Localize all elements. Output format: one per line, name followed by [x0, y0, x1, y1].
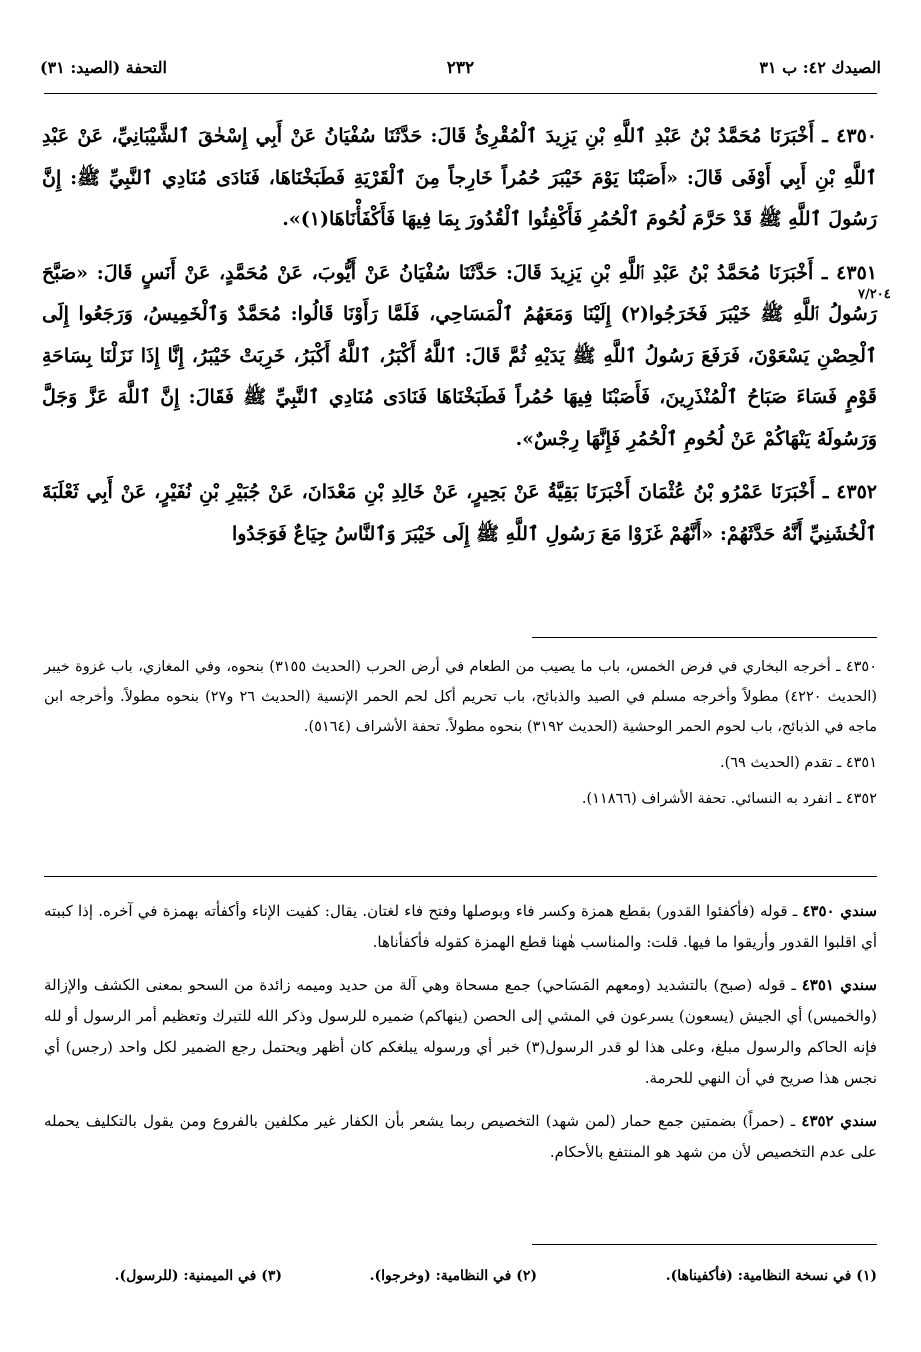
sindi-text: ـ قوله (فأكفئوا القدور) بقطع همزة وكسر فاء وبوصلها وفتح فاء لغتان. يقال: كفيت الإناء وأكفأته بهمزة في آخره. إذا كببته أي اقلبوا القدور وأريقوا ما فيها. قلت: والمناسب هٰهنا قطع الهمزة كقوله فأكفأناها.: [44, 902, 877, 951]
hadith-matn: «صَبَّحَ رَسُولُ ٱللَّهِ ﷺ خَيْبَرَ فَخَرَجُوا(٢) إِلَيْنَا وَمَعَهُمُ ٱلْمَسَاحِي، فَلَمَّا رَأَوْنَا قَالُوا: مُحَمَّدٌ وَٱلْخَمِيسُ، وَرَجَعُوا إِلَى ٱلْحِصْنِ يَسْعَوْنَ، فَرَفَعَ رَسُولُ ٱللَّهِ ﷺ يَدَيْهِ ثُمَّ قَالَ: ٱللَّهُ أَكْبَرُ، ٱللَّهُ أَكْبَرُ، خَرِبَتْ خَيْبَرُ، إِنَّا إِذَا نَزَلْنَا بِسَاحَةِ قَوْمٍ فَسَاءَ صَبَاحُ ٱلْمُنْذَرِينَ، فَأَصَبْنَا فِيهَا حُمُراً فَطَبَخْنَاهَا فَنَادَى مُنَادِي ٱلنَّبِيِّ ﷺ فَقَالَ: إِنَّ ٱللَّهَ عَزَّ وَجَلَّ وَرَسُولَهُ يَنْهَاكُمْ عَنْ لُحُومِ ٱلْحُمُرِ فَإِنَّهَا رِجْسٌ».: [42, 261, 877, 450]
sindi-label: سندي ٤٣٥٠: [802, 902, 877, 920]
variant-note-2: (٢) في النظامية: (وخرجوا).: [369, 1268, 537, 1284]
hadith-number: ٤٣٥١: [836, 261, 877, 284]
hadith-text-block: [42, 116, 877, 567]
sindi-commentary: [44, 896, 877, 1180]
footnote-4350: ٤٣٥٠ ـ أخرجه البخاري في فرض الخمس، باب ما يصيب من الطعام في أرض الحرب (الحديث ٣١٥٥) بنحوه، وفي المغازي، باب غزوة خيبر (الحديث ٤٢٢٠) مطولاً وأخرجه مسلم في الصيد والذبائح، باب تحريم أكل لحم الحمر الإنسية (الحديث ٢٦ و٢٧) بنحوه مطولاً. وأخرجه ابن ماجه في الذبائح، باب لحوم الحمر الوحشية (الحديث ٣١٩٢) بنحوه مطولاً. تحفة الأشراف (٥١٦٤).: [44, 659, 877, 735]
hadith-isnad: ـ أَخْبَرَنَا عَمْرُو بْنُ عُثْمَانَ أَخْبَرَنَا بَقِيَّةُ عَنْ بَحِيرٍ، عَنْ خَالِدِ بْنِ مَعْدَانَ، عَنْ جُبَيْرِ بْنِ نُفَيْرٍ، عَنْ أَبِي ثَعْلَبَةَ ٱلْخُشَنِيِّ أَنَّهُ حَدَّثَهُمْ:: [42, 481, 877, 545]
takhrij-footnotes: [44, 652, 877, 820]
hadith-4352: [42, 472, 877, 555]
hadith-matn: «أَنَّهُمْ غَزَوْا مَعَ رَسُولِ ٱللَّهِ ﷺ إِلَى خَيْبَرَ وَٱلنَّاسُ جِيَاعٌ فَوَجَدُوا: [231, 522, 714, 545]
sindi-text: ـ (حمراً) بضمتين جمع حمار (لمن شهد) التخصيص ربما يشعر بأن الكفار غير مكلفين بالفروع ومن يقول بالتكليف يحمله على عدم التخصيص لأن من شهد هو المنتفع بالأحكام.: [44, 1112, 877, 1161]
footnote-4351: ٤٣٥١ ـ تقدم (الحديث ٦٩).: [719, 755, 877, 771]
variant-note-3: (٣) في الميمنية: (للرسول).: [114, 1268, 282, 1284]
manuscript-variants: [44, 1268, 877, 1292]
sindi-4351: [44, 970, 877, 1094]
footnote-4352: ٤٣٥٢ ـ انفرد به النسائي. تحفة الأشراف (١١٨٦٦).: [581, 791, 877, 807]
header-tuhfa-ref: التحفة (الصيد: ٣١): [40, 58, 167, 77]
sindi-4352: [44, 1106, 877, 1168]
sindi-4350: [44, 896, 877, 958]
variant-note-1: (١) في نسخة النظامية: (فأكفيناها).: [665, 1268, 877, 1284]
commentary-divider: [44, 876, 877, 877]
hadith-matn: «أَصَبْنَا يَوْمَ خَيْبَرَ حُمُراً خَارِجاً مِنَ ٱلْقَرْيَةِ فَطَبَخْنَاهَا، فَنَادَى مُنَادِي ٱلنَّبِيِّ ﷺ: إِنَّ رَسُولَ ٱللَّهِ ﷺ قَدْ حَرَّمَ لُحُومَ ٱلْحُمُرِ فَأَكْفِئُوا ٱلْقُدُورَ بِمَا فِيهَا فَأَكْفَأْنَاهَا(١)».: [42, 166, 877, 230]
page-number: ٢٣٢: [446, 58, 475, 78]
page-header: [40, 58, 881, 84]
hadith-4350: [42, 116, 877, 241]
header-divider: [44, 93, 877, 94]
hadith-number: ٤٣٥٠: [836, 125, 877, 147]
sindi-label: سندي ٤٣٥١: [801, 976, 877, 994]
hadith-isnad: ـ أَخْبَرَنَا مُحَمَّدُ بْنُ عَبْدِ ٱللَّهِ بْنِ يَزِيدَ قَالَ: حَدَّثَنَا سُفْيَانُ عَنْ أَيُّوبَ، عَنْ مُحَمَّدٍ، عَنْ أَنَسٍ قَالَ:: [96, 261, 828, 284]
hadith-4351: [42, 253, 877, 461]
sindi-label: سندي ٤٣٥٢: [801, 1112, 877, 1130]
hadith-isnad: ـ أَخْبَرَنَا مُحَمَّدُ بْنُ عَبْدِ ٱللَّهِ بْنِ يَزِيدَ ٱلْمُقْرِئُ قَالَ: حَدَّثَنَا سُفْيَانُ عَنْ أَبِي إِسْحٰقَ ٱلشَّيْبَانِيِّ، عَنْ عَبْدِ ٱللَّهِ بْنِ أَبِي أَوْفَى قَالَ:: [42, 125, 877, 189]
hadith-number: ٤٣٥٢: [836, 481, 878, 503]
footnote-divider: [532, 637, 877, 638]
sindi-text: ـ قوله (صبح) بالتشديد (ومعهم المَسَاحي) جمع مسحاة وهي آلة من حديد وميمه زائدة من السحو بمعنى الكشف والإزالة (والخميس) أي الجيش (يسعون) يسرعون في المشي إلى الحصن (ينهاكم) ضميره للرسول وذكر الله للتبرك وتعظيم أمر الرسول أو لله فإنه الحاكم والرسول مبلغ، وعلى هذا لو قدر الرسول(٣) خبر أي ورسوله يبلغكم كان أظهر ويحتمل رجع الضمير لكل واحد (رجس) أي نجس هذا صريح في أن النهي للحرمة.: [44, 976, 877, 1087]
margin-note: ٧/٢٠٤: [858, 287, 891, 302]
variants-divider: [532, 1244, 877, 1245]
header-chapter-ref: الصيدك ٤٢: ب ٣١: [759, 58, 881, 77]
